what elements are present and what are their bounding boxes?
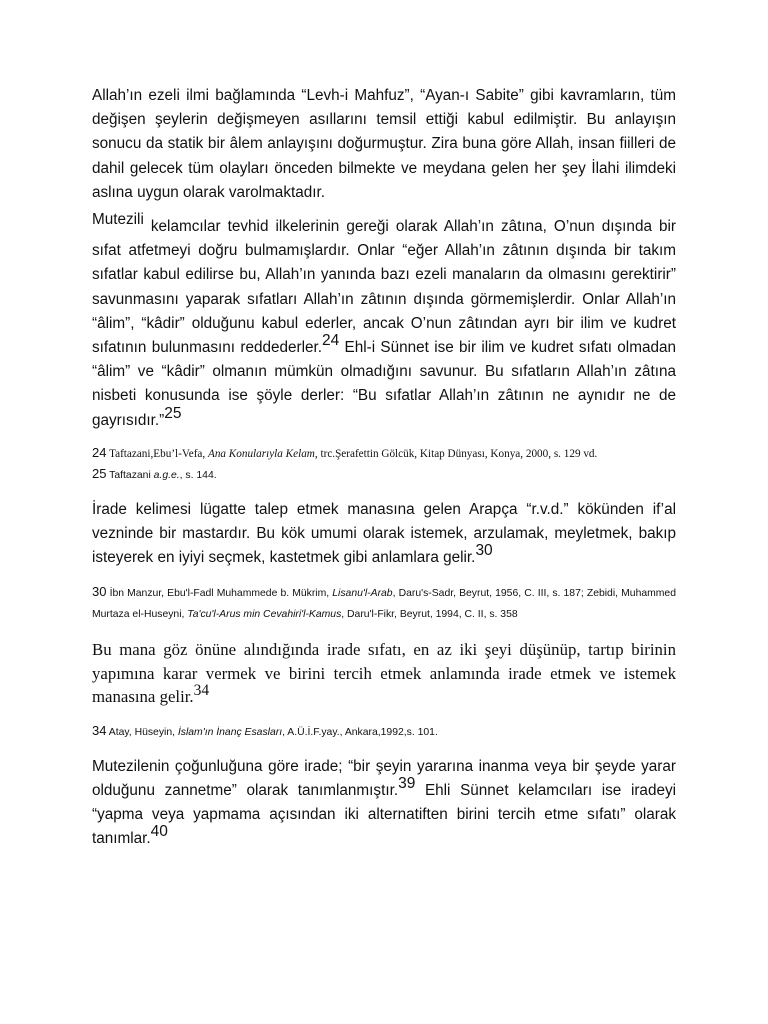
paragraph-mutezile-irade: Mutezilenin çoğunluğuna göre irade; “bir şeyin yararına inanma veya bir şeyde yarar olduğunu zannetme” olarak tanımlanmıştır.39 Ehli Sünnet kelamcıları ise iradeyi “yapma veya yapmama açısından iki alternatiften birini tercih etme sıfatı” olarak tanımlar.40 bbox=[92, 757, 677, 848]
document-page bbox=[92, 84, 676, 852]
paragraph-first-word: Mutezili bbox=[92, 211, 144, 229]
footnote-ref-39[interactable]: 39 bbox=[398, 775, 416, 793]
book-title: Ta'cu'l-Arus min Cevahiri'l-Kamus bbox=[187, 609, 342, 621]
paragraph-text: Ehl-i Sünnet ise bir ilim ve kudret sıfatı olmadan “âlim” ve “kâdir” olmanın mümkün olmadığını savunur. Bu sıfatların Allah’ın zâtına nisbeti konusunda ise şöyle derler: “Bu sıfatlar Allah’ın zâtının ne aynıdır ne de gayrısıdır.” bbox=[92, 339, 676, 429]
footnote-24: 24 Taftazani,Ebu’l-Vefa, Ana Konularıyla Kelam, trc.Şerafettin Gölcük, Kitap Dünyası, Konya, 2000, s. 129 vd. bbox=[92, 444, 598, 460]
footnote-ref-40[interactable]: 40 bbox=[150, 823, 168, 841]
book-title: Lisanu'l-Arab bbox=[332, 588, 393, 600]
book-title: İslam'ın İnanç Esasları bbox=[177, 726, 283, 738]
footnote-ref-24[interactable]: 24 bbox=[321, 332, 340, 350]
footnote-ref-30[interactable]: 30 bbox=[475, 542, 493, 560]
footnote-number: 24 bbox=[92, 444, 107, 460]
footnote-34: 34 Atay, Hüseyin, İslam'ın İnanç Esasları, A.Ü.İ.F.yay., Ankara,1992,s. 101. bbox=[92, 722, 438, 738]
book-title: Ana Konularıyla Kelam bbox=[207, 447, 315, 460]
paragraph-irade-sifati: Bu mana göz önüne alındığında irade sıfatı, en az iki şeyi düşünüp, tartıp birinin yapımına karar vermek ve birini tercih etmek anlamında irade etmek ve istemek manasına gelir.34 bbox=[92, 640, 676, 707]
footnote-number: 30 bbox=[92, 584, 107, 600]
footnote-number: 25 bbox=[92, 465, 107, 481]
paragraph-levh-i-mahfuz: Allah’ın ezeli ilmi bağlamında “Levh-i Mahfuz”, “Ayan-ı Sabite” gibi kavramların, tüm değişen şeylerin değişmeyen asıllarını temsil ettiği kabul edilmiştir. Bu anlayışın sonucu da statik bir âlem anlayışını doğurmuştur. Zira buna göre Allah, insan fiilleri de dahil gelecek tüm olayları önceden bilmekte ve meydana gelen her şey İlahi ilimdeki aslına uygun olarak varolmaktadır. bbox=[92, 87, 676, 201]
paragraph-text: kelamcılar tevhid ilkelerinin gereği olarak Allah’ın zâtına, O’nun dışında bir sıfat atfetmeyi doğru bulmamışlardır. Onlar “eğer Allah’ın zâtının dışında bir takım sıfatlar kabul edilirse bu, Allah’ın yanında bazı ezeli manaların da olmasını gerektirir” savunmasını yaparak sıfatları Allah’ın zâtının dışında görmemişlerdir. Onlar Allah’ın “âlim”, “kâdir” olduğunu kabul ederler, ancak O’nun zâtından ayrı bir ilim ve kudret sıfatının bulunmasını reddederler. bbox=[92, 218, 676, 357]
footnote-25: 25 Taftazani a.g.e., s. 144. bbox=[92, 465, 217, 481]
footnote-ref-25[interactable]: 25 bbox=[164, 404, 182, 422]
footnote-30: 30 İbn Manzur, Ebu'l-Fadl Muhammede b. Mükrim, Lisanu'l-Arab, Daru's-Sadr, Beyrut, 1956, C. III, s. 187; Zebidi, Muhammed Murtaza el-Huseyni, Ta'cu'l-Arus min Cevahiri'l-Kamus, Daru'l-Fikr, Beyrut, 1994, C. II, s. 358 bbox=[92, 584, 676, 621]
footnote-ref-34[interactable]: 34 bbox=[193, 682, 210, 700]
paragraph-irade-lugat: İrade kelimesi lügatte talep etmek manasına gelen Arapça “r.v.d.” kökünden if’al vezninde bir mastardır. Bu kök umumi olarak istemek, arzulamak, meyletmek, bakıp isteyerek en iyiyi seçmek, kastetmek gibi anlamlara gelir.30 bbox=[92, 500, 676, 567]
paragraph-mutezili-sifatlar bbox=[92, 211, 676, 433]
footnote-number: 34 bbox=[92, 722, 107, 738]
book-title: a.g.e. bbox=[153, 469, 180, 481]
